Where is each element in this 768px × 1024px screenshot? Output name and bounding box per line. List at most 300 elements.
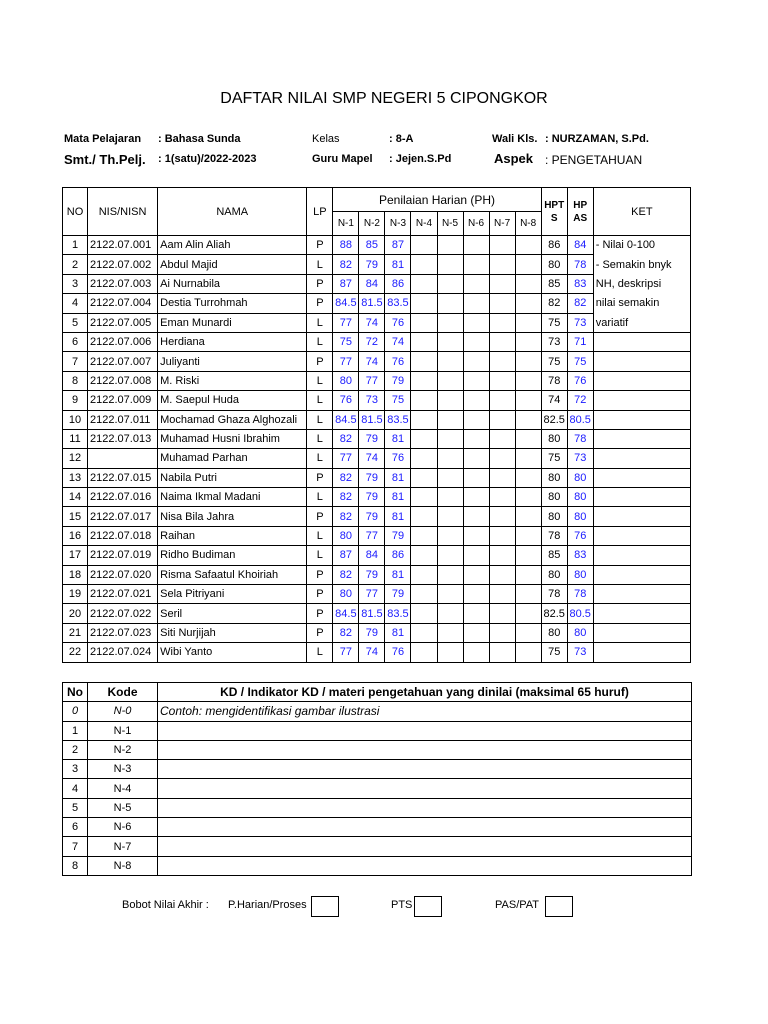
row-n1: 82 xyxy=(333,468,359,487)
row-n4 xyxy=(411,585,437,604)
row-n4 xyxy=(411,623,437,642)
table-row xyxy=(63,643,691,662)
row-n7 xyxy=(489,429,515,448)
row-no: 20 xyxy=(63,604,88,623)
row-no: 17 xyxy=(63,546,88,565)
row-n4 xyxy=(411,410,437,429)
row-n1: 77 xyxy=(333,449,359,468)
row-n8 xyxy=(515,236,541,255)
row-n3: 81 xyxy=(385,507,411,526)
row-n8 xyxy=(515,585,541,604)
row-ket xyxy=(593,371,690,390)
row-lp: L xyxy=(307,410,333,429)
table-row xyxy=(63,274,691,293)
row-n8 xyxy=(515,604,541,623)
row-n8 xyxy=(515,313,541,332)
row-hpts: 82.5 xyxy=(541,604,567,623)
row-n5 xyxy=(437,371,463,390)
guru-label: Guru Mapel xyxy=(312,153,373,165)
header-no: NO xyxy=(63,188,88,236)
row-n5 xyxy=(437,294,463,313)
row-no: 8 xyxy=(63,371,88,390)
row-n8 xyxy=(515,429,541,448)
header-ket: KET xyxy=(593,188,690,236)
row-n5 xyxy=(437,449,463,468)
row-n6 xyxy=(463,236,489,255)
row-ket xyxy=(593,546,690,565)
guru-value: : Jejen.S.Pd xyxy=(389,153,452,165)
row-hpts: 80 xyxy=(541,623,567,642)
smt-label: Smt./ Th.Pelj. xyxy=(64,152,146,167)
table-row xyxy=(63,449,691,468)
row-nama: Herdiana xyxy=(158,332,307,351)
row-lp: P xyxy=(307,623,333,642)
row-hpts: 78 xyxy=(541,585,567,604)
kd-row-desc[interactable] xyxy=(158,818,692,837)
kd-header-no: No xyxy=(63,683,88,702)
header-lp: LP xyxy=(307,188,333,236)
row-hpas: 73 xyxy=(567,449,593,468)
bobot-label: Bobot Nilai Akhir : xyxy=(122,899,209,911)
table-row xyxy=(63,565,691,584)
row-nama: Ridho Budiman xyxy=(158,546,307,565)
kd-row xyxy=(63,779,692,798)
row-hpas: 83 xyxy=(567,274,593,293)
kd-row-desc[interactable] xyxy=(158,760,692,779)
row-ket xyxy=(593,604,690,623)
row-n7 xyxy=(489,565,515,584)
row-no: 4 xyxy=(63,294,88,313)
row-hpts: 82 xyxy=(541,294,567,313)
row-n8 xyxy=(515,391,541,410)
row-n2: 73 xyxy=(359,391,385,410)
row-n6 xyxy=(463,274,489,293)
row-n7 xyxy=(489,488,515,507)
row-n2: 84 xyxy=(359,546,385,565)
row-hpas: 80 xyxy=(567,507,593,526)
row-n6 xyxy=(463,507,489,526)
row-n6 xyxy=(463,255,489,274)
row-nis: 2122.07.022 xyxy=(88,604,158,623)
row-n6 xyxy=(463,449,489,468)
row-n1: 77 xyxy=(333,313,359,332)
table-row xyxy=(63,623,691,642)
row-n8 xyxy=(515,488,541,507)
row-n7 xyxy=(489,313,515,332)
header-hpas: HP AS xyxy=(567,188,593,236)
row-n4 xyxy=(411,546,437,565)
row-n7 xyxy=(489,410,515,429)
row-nis: 2122.07.015 xyxy=(88,468,158,487)
row-ket xyxy=(593,449,690,468)
row-n6 xyxy=(463,391,489,410)
table-row xyxy=(63,468,691,487)
row-n6 xyxy=(463,565,489,584)
row-n2: 74 xyxy=(359,643,385,662)
row-n5 xyxy=(437,255,463,274)
row-n3: 76 xyxy=(385,449,411,468)
kd-row-kode: N-8 xyxy=(88,856,158,875)
grade-table xyxy=(62,187,691,663)
row-n1: 80 xyxy=(333,585,359,604)
row-hpts: 75 xyxy=(541,449,567,468)
row-nama: Muhamad Husni Ibrahim xyxy=(158,429,307,448)
row-n6 xyxy=(463,468,489,487)
row-n1: 82 xyxy=(333,255,359,274)
kd-row-kode: N-2 xyxy=(88,740,158,759)
row-ket xyxy=(593,410,690,429)
row-hpts: 80 xyxy=(541,488,567,507)
row-hpas: 80 xyxy=(567,623,593,642)
kd-row xyxy=(63,856,692,875)
row-n2: 77 xyxy=(359,371,385,390)
row-hpas: 73 xyxy=(567,313,593,332)
row-n1: 88 xyxy=(333,236,359,255)
row-hpts: 80 xyxy=(541,507,567,526)
row-n3: 81 xyxy=(385,488,411,507)
header-n4: N-4 xyxy=(411,212,437,236)
aspek-value: : PENGETAHUAN xyxy=(545,153,643,167)
row-n5 xyxy=(437,623,463,642)
row-no: 10 xyxy=(63,410,88,429)
row-n8 xyxy=(515,371,541,390)
row-n3: 86 xyxy=(385,546,411,565)
row-lp: L xyxy=(307,449,333,468)
table-row xyxy=(63,585,691,604)
row-hpas: 72 xyxy=(567,391,593,410)
row-lp: P xyxy=(307,352,333,371)
row-n4 xyxy=(411,565,437,584)
kd-row-no: 3 xyxy=(63,760,88,779)
row-n4 xyxy=(411,604,437,623)
row-lp: L xyxy=(307,391,333,410)
kd-row-no: 1 xyxy=(63,721,88,740)
row-n3: 79 xyxy=(385,585,411,604)
row-ket xyxy=(593,468,690,487)
row-ket xyxy=(593,643,690,662)
row-n3: 76 xyxy=(385,643,411,662)
row-lp: L xyxy=(307,313,333,332)
row-n7 xyxy=(489,643,515,662)
row-no: 1 xyxy=(63,236,88,255)
kd-row-desc[interactable] xyxy=(158,721,692,740)
row-n6 xyxy=(463,546,489,565)
row-ket xyxy=(593,507,690,526)
row-n1: 84.5 xyxy=(333,410,359,429)
row-n8 xyxy=(515,623,541,642)
wali-value: : NURZAMAN, S.Pd. xyxy=(545,133,649,145)
row-n6 xyxy=(463,488,489,507)
row-n1: 77 xyxy=(333,643,359,662)
row-ket xyxy=(593,585,690,604)
table-row xyxy=(63,236,691,255)
row-hpts: 78 xyxy=(541,371,567,390)
header-nis: NIS/NISN xyxy=(88,188,158,236)
row-n4 xyxy=(411,488,437,507)
row-n7 xyxy=(489,546,515,565)
row-n3: 81 xyxy=(385,623,411,642)
header-n6: N-6 xyxy=(463,212,489,236)
row-n3: 83.5 xyxy=(385,604,411,623)
row-nama: Sela Pitriyani xyxy=(158,585,307,604)
row-lp: P xyxy=(307,585,333,604)
row-n7 xyxy=(489,352,515,371)
row-n7 xyxy=(489,391,515,410)
row-n8 xyxy=(515,352,541,371)
kd-row-no: 7 xyxy=(63,837,88,856)
row-n2: 79 xyxy=(359,507,385,526)
row-n4 xyxy=(411,352,437,371)
row-n7 xyxy=(489,468,515,487)
row-hpas: 76 xyxy=(567,371,593,390)
row-ket: - Semakin bnyk xyxy=(593,255,690,274)
row-hpts: 80 xyxy=(541,565,567,584)
row-n1: 84.5 xyxy=(333,604,359,623)
kd-row xyxy=(63,721,692,740)
row-n7 xyxy=(489,332,515,351)
row-n5 xyxy=(437,526,463,545)
row-no: 11 xyxy=(63,429,88,448)
table-row xyxy=(63,255,691,274)
row-n2: 81.5 xyxy=(359,604,385,623)
row-nama: Juliyanti xyxy=(158,352,307,371)
row-nis: 2122.07.018 xyxy=(88,526,158,545)
row-nis: 2122.07.013 xyxy=(88,429,158,448)
row-nama: Nisa Bila Jahra xyxy=(158,507,307,526)
row-n5 xyxy=(437,565,463,584)
row-ket xyxy=(593,391,690,410)
row-n3: 76 xyxy=(385,352,411,371)
kd-row-kode: N-7 xyxy=(88,837,158,856)
row-n8 xyxy=(515,294,541,313)
kd-row-desc[interactable] xyxy=(158,798,692,817)
kd-row-no: 4 xyxy=(63,779,88,798)
row-n8 xyxy=(515,546,541,565)
row-no: 21 xyxy=(63,623,88,642)
row-n2: 77 xyxy=(359,585,385,604)
wali-label: Wali Kls. xyxy=(492,133,538,145)
row-n7 xyxy=(489,449,515,468)
kd-row xyxy=(63,837,692,856)
table-row xyxy=(63,507,691,526)
row-hpts: 75 xyxy=(541,352,567,371)
row-nis: 2122.07.023 xyxy=(88,623,158,642)
kd-row-no: 0 xyxy=(63,702,88,721)
row-hpts: 80 xyxy=(541,429,567,448)
row-lp: L xyxy=(307,526,333,545)
row-nis: 2122.07.021 xyxy=(88,585,158,604)
row-n2: 79 xyxy=(359,565,385,584)
row-nama: Aam Alin Aliah xyxy=(158,236,307,255)
row-n4 xyxy=(411,391,437,410)
bobot-pas-label: PAS/PAT xyxy=(495,899,540,911)
kd-row-no: 6 xyxy=(63,818,88,837)
row-nis: 2122.07.020 xyxy=(88,565,158,584)
row-n1: 87 xyxy=(333,546,359,565)
row-lp: P xyxy=(307,274,333,293)
header-n2: N-2 xyxy=(359,212,385,236)
row-n3: 79 xyxy=(385,526,411,545)
row-nis: 2122.07.017 xyxy=(88,507,158,526)
row-hpas: 73 xyxy=(567,643,593,662)
row-n4 xyxy=(411,332,437,351)
row-n5 xyxy=(437,507,463,526)
row-n2: 77 xyxy=(359,526,385,545)
row-lp: L xyxy=(307,488,333,507)
row-lp: P xyxy=(307,294,333,313)
table-row xyxy=(63,313,691,332)
row-n4 xyxy=(411,255,437,274)
row-hpts: 85 xyxy=(541,274,567,293)
kd-row-desc[interactable]: Contoh: mengidentifikasi gambar ilustrasi xyxy=(158,702,692,721)
row-n3: 86 xyxy=(385,274,411,293)
row-n1: 75 xyxy=(333,332,359,351)
row-nis: 2122.07.016 xyxy=(88,488,158,507)
row-ket xyxy=(593,565,690,584)
row-n3: 81 xyxy=(385,429,411,448)
row-n6 xyxy=(463,643,489,662)
row-ket: nilai semakin xyxy=(593,294,690,313)
mapel-label: Mata Pelajaran xyxy=(64,133,142,145)
row-nis: 2122.07.019 xyxy=(88,546,158,565)
row-nama: Eman Munardi xyxy=(158,313,307,332)
table-row xyxy=(63,294,691,313)
row-nis: 2122.07.011 xyxy=(88,410,158,429)
row-no: 3 xyxy=(63,274,88,293)
row-n1: 87 xyxy=(333,274,359,293)
mapel-value: : Bahasa Sunda xyxy=(158,133,241,145)
row-ket xyxy=(593,526,690,545)
row-lp: L xyxy=(307,429,333,448)
row-nama: Siti Nurjijah xyxy=(158,623,307,642)
row-n8 xyxy=(515,468,541,487)
row-n1: 82 xyxy=(333,488,359,507)
row-nama: Nabila Putri xyxy=(158,468,307,487)
row-nama: Naima Ikmal Madani xyxy=(158,488,307,507)
row-nis: 2122.07.005 xyxy=(88,313,158,332)
row-hpts: 82.5 xyxy=(541,410,567,429)
row-nis: 2122.07.007 xyxy=(88,352,158,371)
row-lp: L xyxy=(307,371,333,390)
row-nama: Risma Safaatul Khoiriah xyxy=(158,565,307,584)
row-n7 xyxy=(489,294,515,313)
kd-row-desc[interactable] xyxy=(158,856,692,875)
row-n2: 79 xyxy=(359,488,385,507)
row-n8 xyxy=(515,449,541,468)
row-nama: Wibi Yanto xyxy=(158,643,307,662)
kd-header-desc: KD / Indikator KD / materi pengetahuan yang dinilai (maksimal 65 huruf) xyxy=(158,683,692,702)
row-n6 xyxy=(463,604,489,623)
row-no: 2 xyxy=(63,255,88,274)
row-no: 15 xyxy=(63,507,88,526)
kd-row xyxy=(63,760,692,779)
kd-row-desc[interactable] xyxy=(158,740,692,759)
header-n1: N-1 xyxy=(333,212,359,236)
row-n7 xyxy=(489,371,515,390)
row-no: 22 xyxy=(63,643,88,662)
row-hpas: 84 xyxy=(567,236,593,255)
row-no: 13 xyxy=(63,468,88,487)
kd-row xyxy=(63,818,692,837)
row-hpts: 74 xyxy=(541,391,567,410)
row-n5 xyxy=(437,332,463,351)
row-n4 xyxy=(411,429,437,448)
row-n4 xyxy=(411,449,437,468)
kd-row-no: 8 xyxy=(63,856,88,875)
row-n6 xyxy=(463,585,489,604)
row-n1: 80 xyxy=(333,526,359,545)
row-ket: variatif xyxy=(593,313,690,332)
row-n1: 84.5 xyxy=(333,294,359,313)
row-lp: P xyxy=(307,507,333,526)
row-n6 xyxy=(463,352,489,371)
bobot-pts-input[interactable] xyxy=(414,896,442,917)
row-hpas: 80.5 xyxy=(567,410,593,429)
header-n3: N-3 xyxy=(385,212,411,236)
row-n3: 81 xyxy=(385,255,411,274)
row-n5 xyxy=(437,546,463,565)
row-n5 xyxy=(437,391,463,410)
kd-row-kode: N-0 xyxy=(88,702,158,721)
row-n5 xyxy=(437,468,463,487)
header-n5: N-5 xyxy=(437,212,463,236)
row-n1: 82 xyxy=(333,507,359,526)
bobot-harian-label: P.Harian/Proses xyxy=(228,899,307,911)
table-row xyxy=(63,391,691,410)
bobot-harian-input[interactable] xyxy=(311,896,339,917)
row-ket xyxy=(593,352,690,371)
row-n5 xyxy=(437,585,463,604)
row-n5 xyxy=(437,313,463,332)
row-nis: 2122.07.009 xyxy=(88,391,158,410)
kd-row-kode: N-1 xyxy=(88,721,158,740)
row-ket: - Nilai 0-100 xyxy=(593,236,690,255)
row-nama: Mochamad Ghaza Alghozali xyxy=(158,410,307,429)
row-n7 xyxy=(489,507,515,526)
aspek-label: Aspek xyxy=(494,151,534,166)
row-hpts: 80 xyxy=(541,255,567,274)
kd-row-desc[interactable] xyxy=(158,837,692,856)
row-hpas: 80.5 xyxy=(567,604,593,623)
row-n8 xyxy=(515,332,541,351)
row-nama: Destia Turrohmah xyxy=(158,294,307,313)
kd-row xyxy=(63,702,692,721)
row-hpas: 83 xyxy=(567,546,593,565)
table-row xyxy=(63,526,691,545)
row-nama: Raihan xyxy=(158,526,307,545)
row-hpts: 75 xyxy=(541,643,567,662)
row-n2: 74 xyxy=(359,313,385,332)
bobot-pas-input[interactable] xyxy=(545,896,573,917)
row-lp: P xyxy=(307,468,333,487)
kd-row xyxy=(63,798,692,817)
row-n4 xyxy=(411,468,437,487)
row-n2: 85 xyxy=(359,236,385,255)
kd-row-desc[interactable] xyxy=(158,779,692,798)
row-n6 xyxy=(463,313,489,332)
row-n3: 83.5 xyxy=(385,410,411,429)
row-n6 xyxy=(463,623,489,642)
row-hpas: 80 xyxy=(567,488,593,507)
row-n2: 79 xyxy=(359,255,385,274)
table-row xyxy=(63,371,691,390)
row-n5 xyxy=(437,236,463,255)
row-nama: Seril xyxy=(158,604,307,623)
row-n6 xyxy=(463,410,489,429)
row-ket: NH, deskripsi xyxy=(593,274,690,293)
header-n8: N-8 xyxy=(515,212,541,236)
kd-table xyxy=(62,682,692,876)
